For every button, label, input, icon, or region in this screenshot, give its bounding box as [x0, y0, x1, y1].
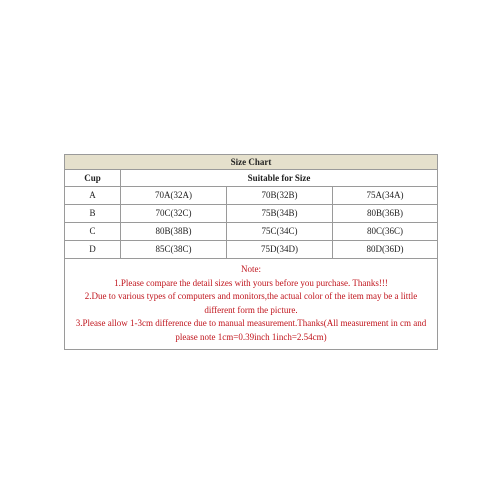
cup-cell: C: [65, 223, 121, 241]
size-cell: 75A(34A): [333, 187, 438, 205]
cup-cell: B: [65, 205, 121, 223]
cup-cell: D: [65, 241, 121, 259]
cup-column-header: Cup: [65, 170, 121, 187]
size-cell: 75D(34D): [227, 241, 333, 259]
note-item: 1.Please compare the detail sizes with yours before you purchase. Thanks!!!: [114, 277, 388, 288]
size-cell: 70A(32A): [121, 187, 227, 205]
table-row: [65, 241, 438, 259]
size-cell: 80D(36D): [333, 241, 438, 259]
table-row: [65, 223, 438, 241]
size-chart-title: Size Chart: [65, 155, 438, 170]
size-chart-header-row: [65, 170, 438, 187]
notes-row: [65, 259, 438, 350]
size-cell: 70C(32C): [121, 205, 227, 223]
size-cell: 80C(36C): [333, 223, 438, 241]
note-item: 3.Please allow 1-3cm difference due to manual measurement.Thanks(All measurement in cm and please note 1cm=0.39inch 1inch=2.54cm): [75, 318, 427, 342]
suitable-size-column-header: Suitable for Size: [121, 170, 438, 187]
size-cell: 80B(38B): [121, 223, 227, 241]
cup-cell: A: [65, 187, 121, 205]
size-cell: 80B(36B): [333, 205, 438, 223]
table-row: [65, 205, 438, 223]
size-cell: 85C(38C): [121, 241, 227, 259]
note-heading: Note:: [241, 264, 261, 274]
notes-cell: [65, 259, 438, 350]
size-chart-table: [64, 154, 438, 350]
note-item: 2.Due to various types of computers and monitors,the actual color of the item may be a little different form the picture.: [84, 291, 418, 315]
size-cell: 75C(34C): [227, 223, 333, 241]
size-cell: 70B(32B): [227, 187, 333, 205]
size-chart-title-row: [65, 155, 438, 170]
table-row: [65, 187, 438, 205]
size-cell: 75B(34B): [227, 205, 333, 223]
